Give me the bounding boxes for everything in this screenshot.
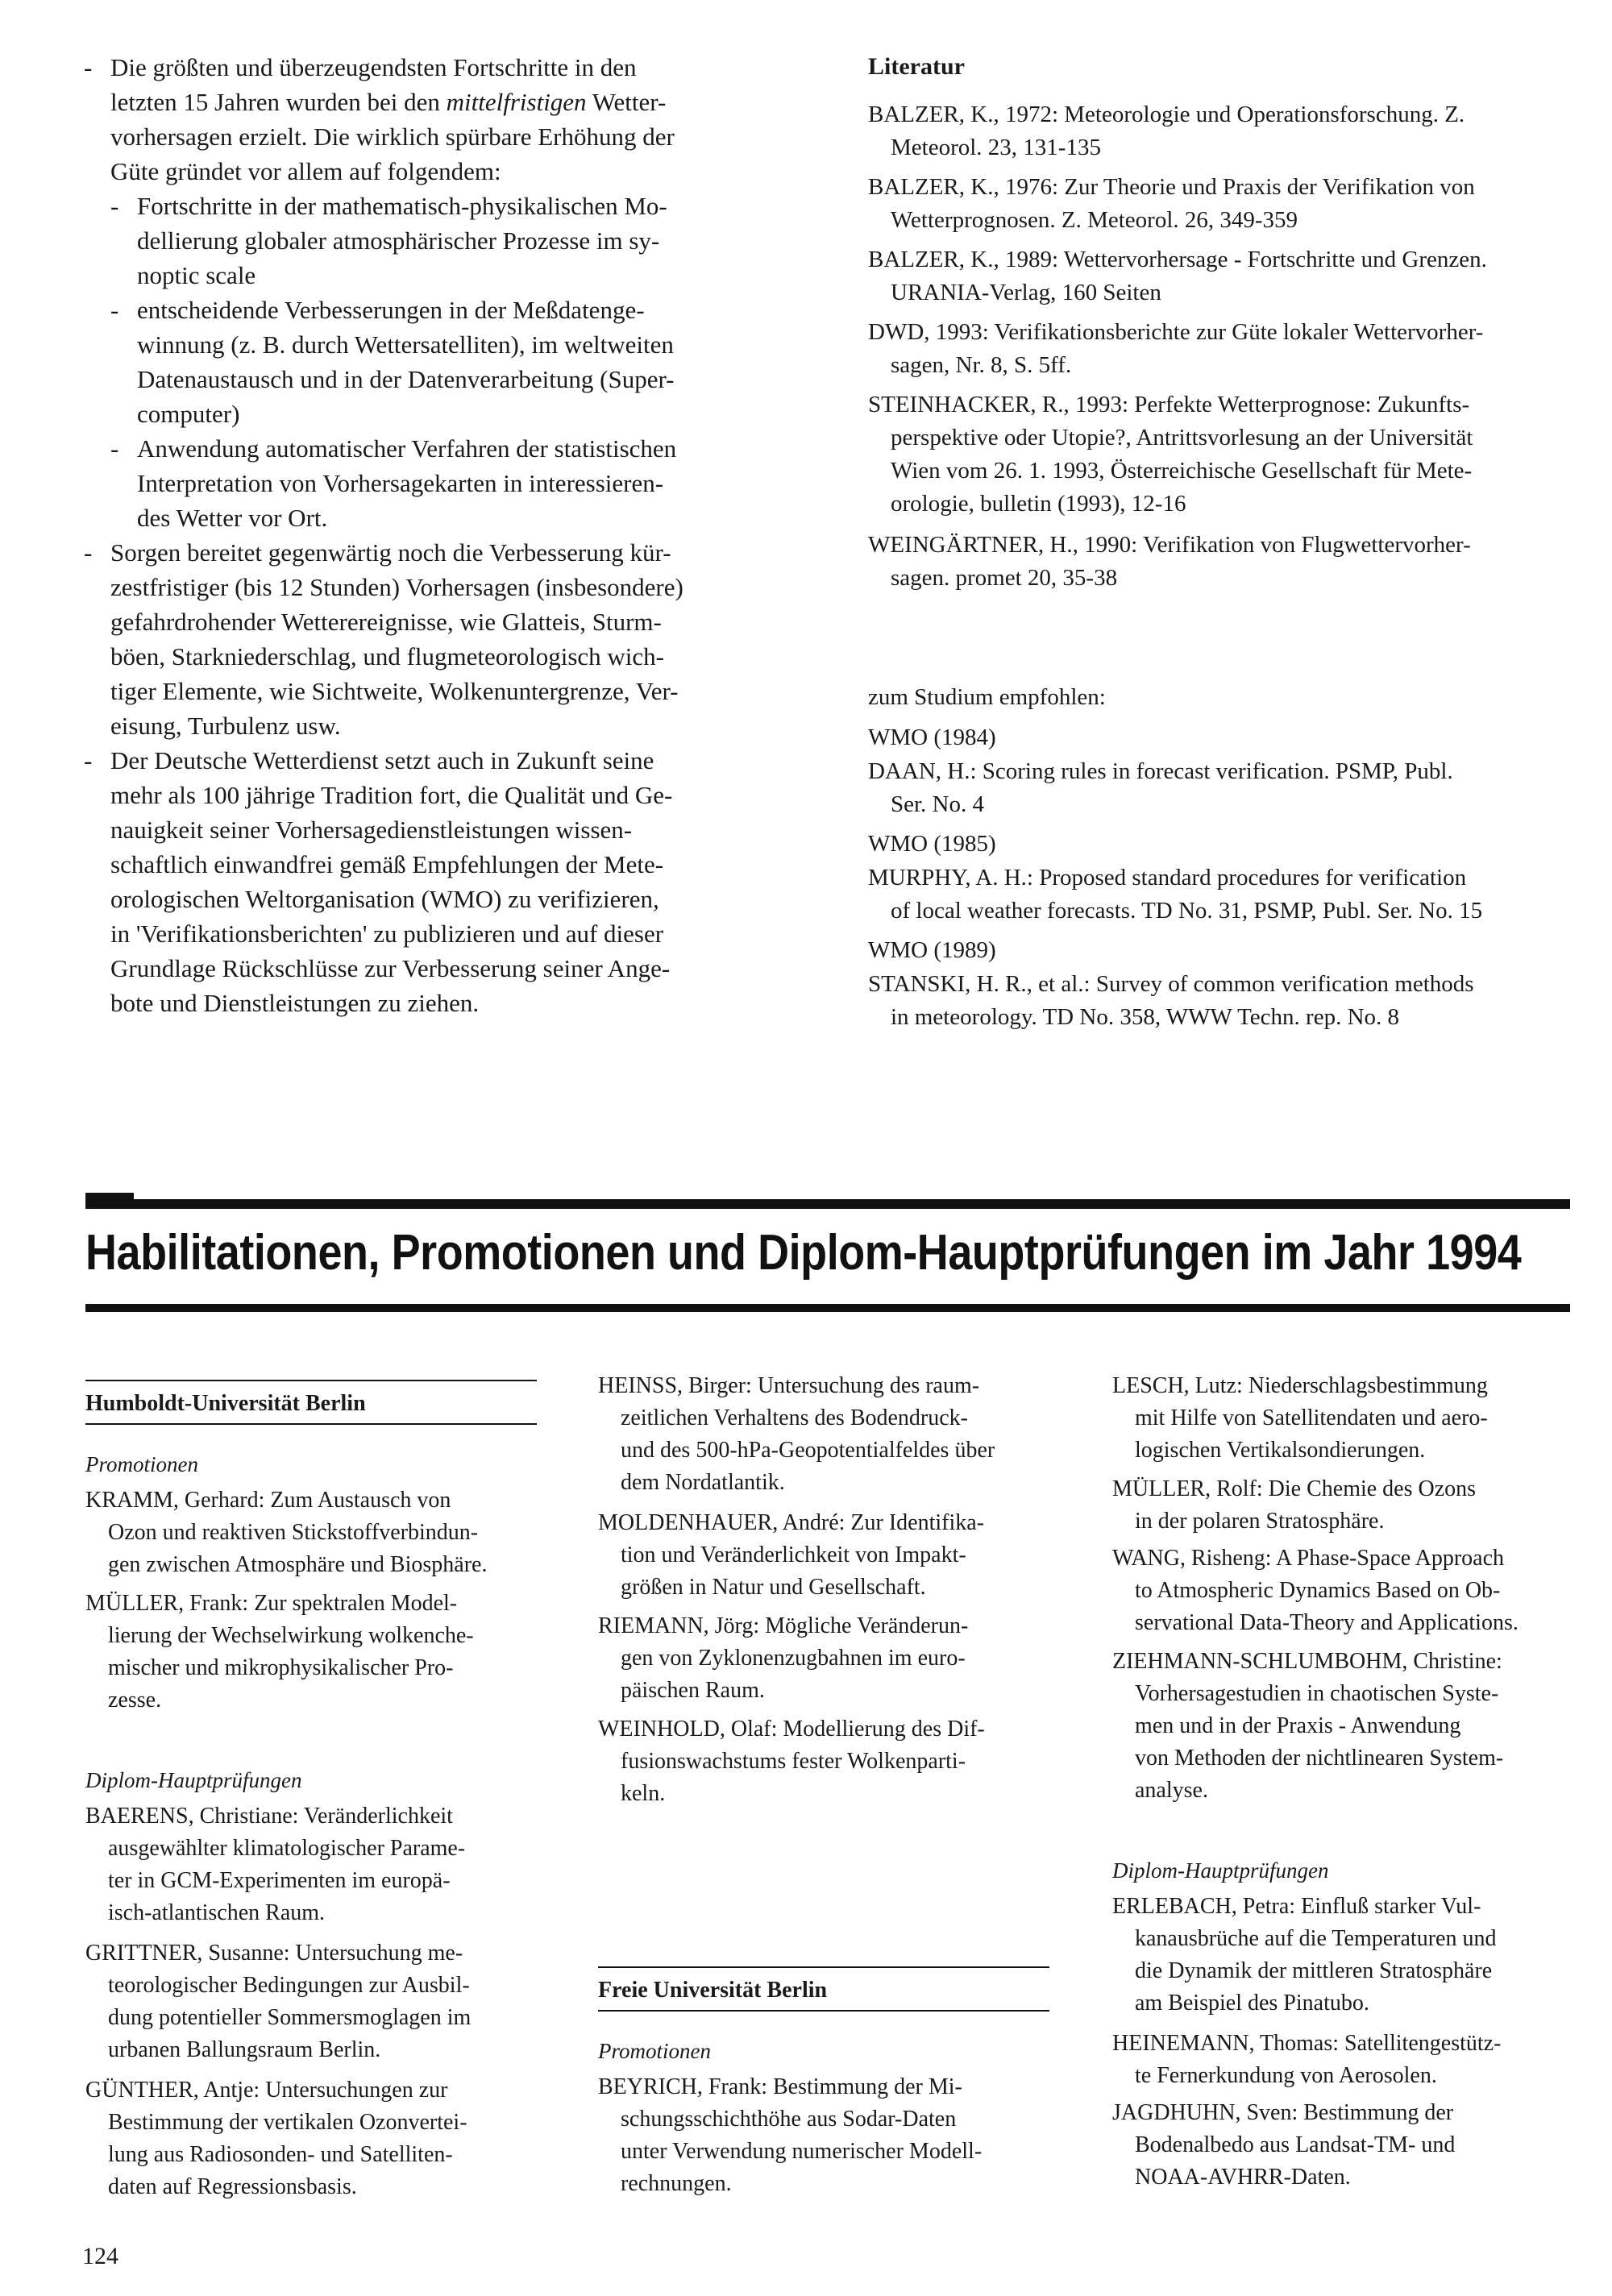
text-line: Grundlage Rückschlüsse zur Verbesserung seiner Ange-	[110, 954, 671, 982]
text-line: computer)	[137, 400, 240, 428]
text-line: gefahrdrohender Wetterereignisse, wie Glatteis, Sturm-	[110, 608, 662, 636]
thesis-entry: BEYRICH, Frank: Bestimmung der Mi- schungsschichthöhe aus Sodar-Daten unter Verwendung numerischer Modell- rechnungen.	[598, 2074, 983, 2196]
thesis-entry: ERLEBACH, Petra: Einfluß starker Vul- kanausbrüche auf die Temperaturen und die Dynamik der mittleren Stratosphäre am Beispiel des Pinatubo.	[1112, 1894, 1497, 2016]
text-line: Sorgen bereitet gegenwärtig noch die Verbesserung kür-	[110, 538, 671, 567]
thesis-entry: WEINHOLD, Olaf: Modellierung des Dif- fusionswachstums fester Wolkenparti- keln.	[598, 1717, 985, 1806]
heading-rule-top	[85, 1199, 1570, 1209]
text-line: Anwendung automatischer Verfahren der statistischen	[137, 434, 677, 463]
dash: -	[84, 538, 93, 567]
thesis-entry: WANG, Risheng: A Phase-Space Approach to Atmospheric Dynamics Based on Ob- servational Data-Theory and Applications.	[1112, 1546, 1519, 1635]
thesis-entry: LESCH, Lutz: Niederschlagsbestimmung mit Hilfe von Satellitendaten und aero- logischen Vertikalsondierungen.	[1112, 1373, 1488, 1463]
emphasis: mittelfristigen	[446, 88, 587, 116]
thesis-entry: ZIEHMANN-SCHLUMBOHM, Christine: Vorhersagestudien in chaotischen Syste- men und in der Praxis - Anwendung von Methoden der nichtlinearen System- analyse.	[1112, 1649, 1504, 1803]
text-line: orologischen Weltorganisation (WMO) zu verifizieren,	[110, 885, 659, 913]
text-line: letzten 15 Jahren wurden bei den mittelfristigen Wetter-	[110, 88, 667, 116]
reference: BALZER, K., 1989: Wettervorhersage - Fortschritte und Grenzen. URANIA-Verlag, 160 Seiten	[868, 247, 1487, 305]
university-rule	[598, 2010, 1049, 2012]
thesis-entry: BAERENS, Christiane: Veränderlichkeit ausgewählter klimatologischer Parame- ter in GCM-Experimenten im europä- isch-atlantischen Raum.	[85, 1804, 466, 1925]
text-line: Der Deutsche Wetterdienst setzt auch in Zukunft seine	[110, 746, 654, 774]
reference: STANSKI, H. R., et al.: Survey of common verification methods in meteorology. TD No. 358, WWW Techn. rep. No. 8	[868, 971, 1474, 1030]
text-line: Interpretation von Vorhersagekarten in interessieren-	[137, 469, 664, 497]
category-label: Diplom-Hauptprüfungen	[85, 1768, 302, 1792]
text-line: Die größten und überzeugendsten Fortschritte in den	[110, 53, 637, 81]
university-rule	[85, 1380, 537, 1381]
thesis-entry: RIEMANN, Jörg: Mögliche Veränderun- gen von Zyklonenzugbahnen im euro- päischen Raum.	[598, 1613, 969, 1703]
reference: BALZER, K., 1972: Meteorologie und Operationsforschung. Z. Meteorol. 23, 131-135	[868, 102, 1465, 160]
literature-title: Literatur	[868, 53, 965, 80]
dash: -	[84, 53, 93, 81]
thesis-entry: KRAMM, Gerhard: Zum Austausch von Ozon und reaktiven Stickstoffverbindun- gen zwischen Atmosphäre und Biosphäre.	[85, 1488, 488, 1577]
text-line: Fortschritte in der mathematisch-physikalischen Mo-	[137, 192, 667, 220]
category-label: Diplom-Hauptprüfungen	[1112, 1858, 1329, 1883]
thesis-entry: GRITTNER, Susanne: Untersuchung me- teorologischer Bedingungen zur Ausbil- dung potentieller Sommersmoglagen im urbanen Ballungsraum Berlin.	[85, 1941, 472, 2062]
university-name: Freie Universität Berlin	[598, 1978, 828, 2003]
text-line: winnung (z. B. durch Wettersatelliten), im weltweiten	[137, 330, 674, 359]
text-line: schaftlich einwandfrei gemäß Empfehlungen der Mete-	[110, 850, 664, 878]
text-line: Güte gründet vor allem auf folgendem:	[110, 157, 501, 185]
thesis-entry: HEINEMANN, Thomas: Satellitengestütz- te Fernerkundung von Aerosolen.	[1112, 2031, 1502, 2088]
reference: BALZER, K., 1976: Zur Theorie und Praxis der Verifikation von Wetterprognosen. Z. Meteorol. 26, 349-359	[868, 174, 1475, 233]
recommended-org: WMO (1985)	[868, 831, 996, 857]
reference: DWD, 1993: Verifikationsberichte zur Güte lokaler Wettervorher- sagen, Nr. 8, S. 5ff.	[868, 319, 1484, 378]
heading-rule-bottom	[85, 1304, 1570, 1312]
dash: -	[110, 296, 119, 324]
text-line: tiger Elemente, wie Sichtweite, Wolkenuntergrenze, Ver-	[110, 677, 679, 705]
thesis-entry: MÜLLER, Rolf: Die Chemie des Ozons in der polaren Stratosphäre.	[1112, 1476, 1477, 1534]
text-line: vorhersagen erzielt. Die wirklich spürbare Erhöhung der	[110, 122, 675, 151]
text-line: nauigkeit seiner Vorhersagedienstleistungen wissen-	[110, 816, 633, 844]
text-line: in 'Verifikationsberichten' zu publizieren und auf dieser	[110, 920, 664, 948]
university-rule	[598, 1966, 1049, 1968]
text-line: mehr als 100 jährige Tradition fort, die Qualität und Ge-	[110, 781, 673, 809]
thesis-entry: MOLDENHAUER, André: Zur Identifika- tion und Veränderlichkeit von Impakt- größen in Natur und Gesellschaft.	[598, 1510, 985, 1600]
text-line: eisung, Turbulenz usw.	[110, 712, 341, 740]
text-line: Datenaustausch und in der Datenverarbeitung (Super-	[137, 365, 675, 393]
text-line: noptic scale	[137, 261, 256, 289]
recommended-org: WMO (1989)	[868, 937, 996, 963]
university-name: Humboldt-Universität Berlin	[85, 1391, 366, 1416]
category-label: Promotionen	[598, 2039, 711, 2063]
thesis-entry: MÜLLER, Frank: Zur spektralen Model- lierung der Wechselwirkung wolkenche- mischer und mikrophysikalischer Pro- zesse.	[85, 1591, 474, 1713]
recommended-org: WMO (1984)	[868, 725, 996, 750]
section-heading: Habilitationen, Promotionen und Diplom-Hauptprüfungen im Jahr 1994	[85, 1225, 1522, 1281]
category-label: Promotionen	[85, 1452, 198, 1476]
text-line: dellierung globaler atmosphärischer Prozesse im sy-	[137, 226, 660, 255]
recommended-title: zum Studium empfohlen:	[868, 684, 1106, 710]
university-rule	[85, 1423, 537, 1425]
text-line: bote und Dienstleistungen zu ziehen.	[110, 989, 480, 1017]
heading-rule-accent	[85, 1193, 134, 1199]
reference: WEINGÄRTNER, H., 1990: Verifikation von Flugwettervorher- sagen. promet 20, 35-38	[868, 532, 1471, 591]
text-line: zestfristiger (bis 12 Stunden) Vorhersagen (insbesondere)	[110, 573, 683, 601]
text-line: böen, Starkniederschlag, und flugmeteorologisch wich-	[110, 642, 664, 671]
reference: DAAN, H.: Scoring rules in forecast verification. PSMP, Publ. Ser. No. 4	[868, 758, 1453, 817]
dash: -	[110, 192, 119, 220]
text-line: entscheidende Verbesserungen in der Meßdatenge-	[137, 296, 645, 324]
page-number: 124	[82, 2243, 118, 2269]
thesis-entry: GÜNTHER, Antje: Untersuchungen zur Bestimmung der vertikalen Ozonvertei- lung aus Radiosonden- und Satelliten- daten auf Regressionsbasis.	[85, 2078, 467, 2199]
reference: STEINHACKER, R., 1993: Perfekte Wetterprognose: Zukunfts- perspektive oder Utopie?, Antrittsvorlesung an der Universität Wien vom 26. 1. 1993, Österreichische Gesellschaft für Mete- orologie, bulletin (1993), 12-16	[868, 392, 1473, 517]
thesis-entry: HEINSS, Birger: Untersuchung des raum- zeitlichen Verhaltens des Bodendruck- und des 500-hPa-Geopotentialfeldes über dem Nordatlantik.	[598, 1373, 995, 1495]
text-line: des Wetter vor Ort.	[137, 504, 328, 532]
reference: MURPHY, A. H.: Proposed standard procedures for verification of local weather forecasts. TD No. 31, PSMP, Publ. Ser. No. 15	[868, 865, 1483, 924]
dash: -	[84, 746, 93, 774]
dash: -	[110, 434, 119, 463]
thesis-entry: JAGDHUHN, Sven: Bestimmung der Bodenalbedo aus Landsat-TM- und NOAA-AVHRR-Daten.	[1112, 2100, 1456, 2190]
